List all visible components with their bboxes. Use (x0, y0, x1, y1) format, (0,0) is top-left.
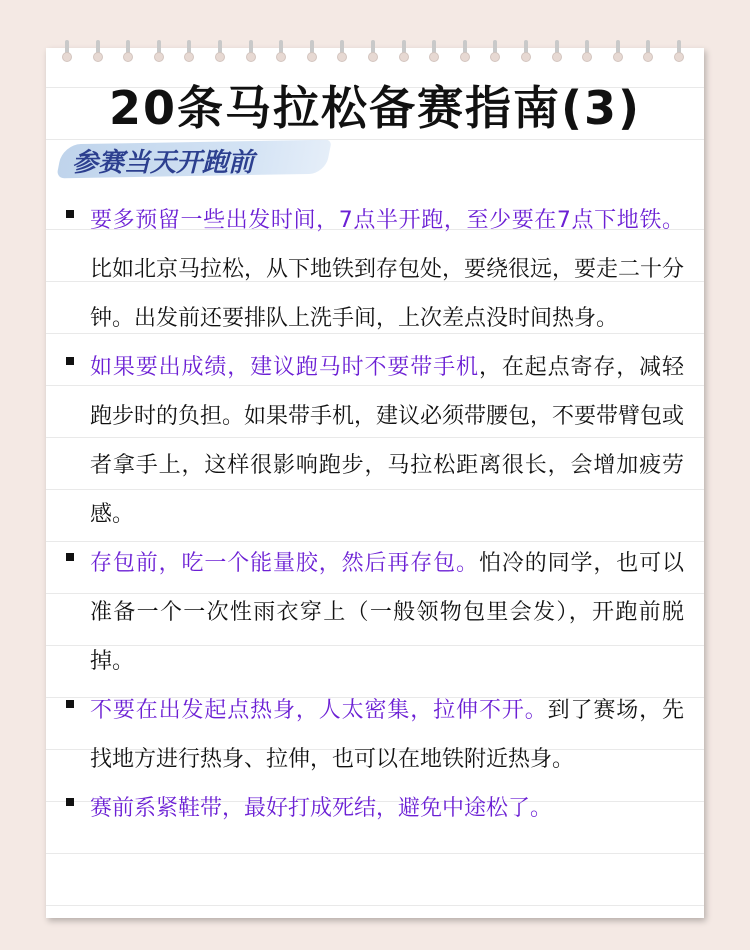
list-item (62, 343, 684, 539)
page-title: 20条马拉松备赛指南(3) (108, 81, 642, 135)
binder-ring-icon (154, 40, 164, 66)
section-heading-text: 参赛当天开跑前 (72, 148, 255, 178)
binder-ring-icon (368, 40, 378, 66)
binder-ring-icon (613, 40, 623, 66)
tip-highlight: 如果要出成绩，建议跑马时不要带手机 (90, 355, 479, 380)
tips-list (62, 196, 684, 833)
binder-ring-icon (552, 40, 562, 66)
tip-highlight: 存包前，吃一个能量胶，然后再存包。 (90, 551, 479, 576)
binder-ring-icon (521, 40, 531, 66)
binder-ring-icon (215, 40, 225, 66)
tip-highlight: 要多预留一些出发时间，7点半开跑，至少要在7点下地铁。 (90, 208, 684, 233)
tip-highlight: 赛前系紧鞋带，最好打成死结，避免中途松了。 (90, 796, 553, 821)
list-item (62, 686, 684, 784)
binder-ring-icon (490, 40, 500, 66)
binder-ring-icon (184, 40, 194, 66)
list-item (62, 784, 684, 833)
binder-ring-icon (307, 40, 317, 66)
binder-ring-icon (429, 40, 439, 66)
bullet-icon (66, 700, 74, 708)
binder-ring-icon (62, 40, 72, 66)
tip-text: 到了赛场，先找地方进行热身、拉伸，也可以在地铁附近热身。 (90, 698, 684, 772)
section-heading (60, 138, 330, 180)
binder-ring-icon (93, 40, 103, 66)
binder-ring-icon (246, 40, 256, 66)
bullet-icon (66, 553, 74, 561)
list-item (62, 196, 684, 343)
bullet-icon (66, 210, 74, 218)
binder-ring-icon (643, 40, 653, 66)
tip-text: ，在起点寄存，减轻跑步时的负担。如果带手机，建议必须带腰包，不要带臂包或者拿手上，这样很影响跑步，马拉松距离很长，会增加疲劳感。 (90, 355, 685, 527)
binder-ring-icon (674, 40, 684, 66)
tip-text: 怕冷的同学，也可以准备一个一次性雨衣穿上（一般领物包里会发），开跑前脱掉。 (90, 551, 684, 674)
binder-ring-icon (582, 40, 592, 66)
binder-ring-icon (337, 40, 347, 66)
tip-text: 比如北京马拉松，从下地铁到存包处，要绕很远，要走二十分钟。出发前还要排队上洗手间，上次差点没时间热身。 (90, 257, 685, 331)
binder-ring-icon (276, 40, 286, 66)
notebook-rings (46, 40, 704, 70)
binder-ring-icon (399, 40, 409, 66)
list-item (62, 539, 684, 686)
binder-ring-icon (460, 40, 470, 66)
bullet-icon (66, 357, 74, 365)
bullet-icon (66, 798, 74, 806)
tip-highlight: 不要在出发起点热身，人太密集，拉伸不开。 (90, 698, 548, 723)
binder-ring-icon (123, 40, 133, 66)
